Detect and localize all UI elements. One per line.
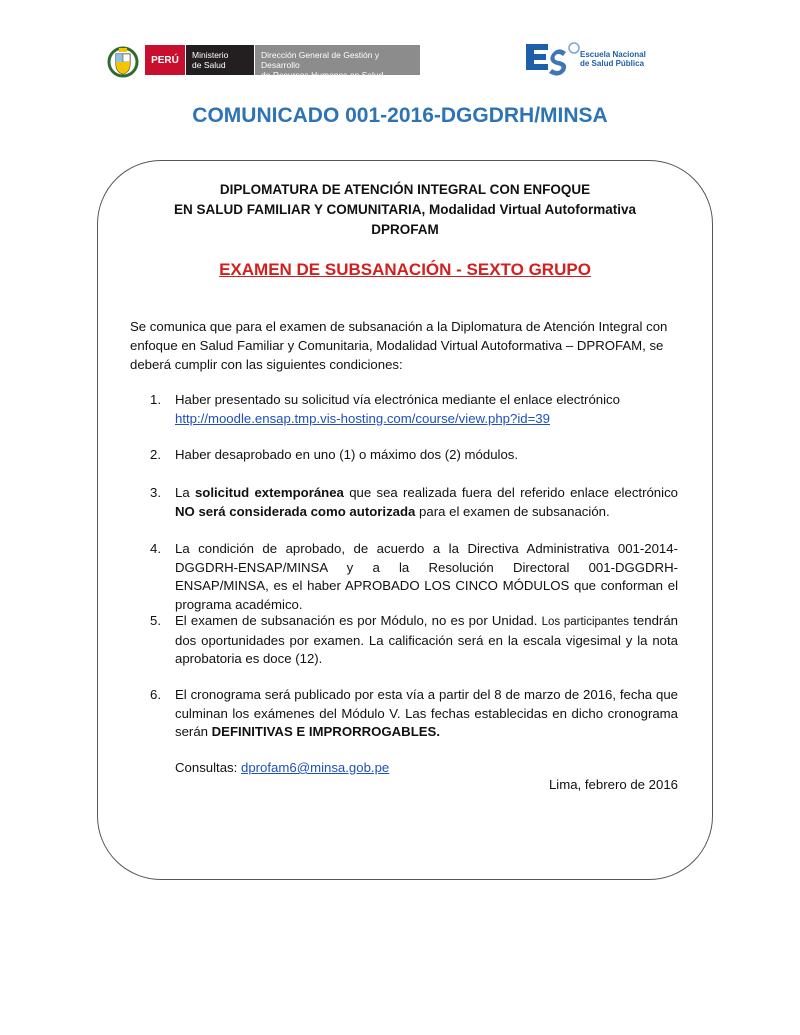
peru-label: PERÚ bbox=[145, 45, 185, 75]
item-text-post: para el examen de subsanación. bbox=[415, 503, 610, 519]
program-heading bbox=[130, 180, 680, 240]
condition-item-4 bbox=[150, 540, 678, 614]
directorate-line-2: de Recursos Humanos en Salud bbox=[261, 70, 384, 80]
item-text-post: tendrán dos oportunidades por examen. La calificación será en la escala vigesimal y la nota aprobatoria es doce (12). bbox=[175, 613, 678, 666]
item-text: La condición de aprobado, de acuerdo a la Directiva Administrativa 001-2014-DGGDRH-ENSAP/MINSA y a la Resolución Directoral 001-DGGDRH-ENSAP/MINSA, es el haber APROBADO LOS CINCO MÓDULOS que conforman el programa académico. bbox=[175, 541, 678, 612]
directorate-label bbox=[255, 45, 420, 80]
contact-email-link[interactable]: dprofam6@minsa.gob.pe bbox=[240, 760, 390, 775]
item-text: Haber presentado su solicitud vía electrónica mediante el enlace electrónico bbox=[175, 392, 620, 407]
item-number: 1. bbox=[150, 392, 161, 407]
ensap-line-1: Escuela Nacional bbox=[580, 50, 646, 59]
moodle-course-link[interactable]: http://moodle.ensap.tmp.vis-hosting.com/course/view.php?id=39 bbox=[175, 410, 550, 426]
condition-item-6 bbox=[150, 686, 678, 742]
item-text-mid: que sea realizada fuera del referido enlace electrónico bbox=[343, 485, 678, 500]
condition-item-2 bbox=[150, 446, 678, 465]
ensap-line-2: de Salud Pública bbox=[580, 59, 645, 68]
program-heading-line-2: EN SALUD FAMILIAR Y COMUNITARIA, Modalidad Virtual Autoformativa bbox=[173, 202, 637, 217]
program-heading-line-3: DPROFAM bbox=[371, 222, 439, 237]
program-heading-line-1: DIPLOMATURA DE ATENCIÓN INTEGRAL CON ENFOQUE bbox=[219, 182, 591, 197]
condition-item-5 bbox=[150, 612, 678, 669]
contact-label: Consultas: bbox=[175, 760, 241, 775]
intro-paragraph: Se comunica que para el examen de subsanación a la Diplomatura de Atención Integral con enfoque en Salud Familiar y Comunitaria, Modalidad Virtual Autoformativa – DPROFAM, se deberá cumplir con las siguientes condiciones: bbox=[130, 319, 668, 372]
ministry-line-2: de Salud bbox=[192, 60, 226, 70]
item-text-bold-1: solicitud extemporánea bbox=[194, 485, 344, 500]
item-number: 2. bbox=[150, 447, 161, 462]
letterhead bbox=[0, 0, 800, 100]
item-text-bold-2: NO será considerada como autorizada bbox=[175, 503, 416, 519]
ministry-line-1: Ministerio bbox=[192, 50, 229, 60]
item-number: 3. bbox=[150, 485, 161, 500]
ministry-label bbox=[186, 45, 254, 75]
item-text-pre: El cronograma será publicado por esta vía a partir del 8 de marzo de 2016, fecha que culminan los exámenes del Módulo V. Las fechas establecidas en dicho cronograma serán bbox=[175, 687, 678, 739]
contact-line bbox=[175, 760, 389, 775]
condition-item-1 bbox=[150, 391, 678, 428]
item-number: 5. bbox=[150, 613, 161, 628]
directorate-line-1: Dirección General de Gestión y Desarrollo bbox=[261, 50, 380, 70]
condition-item-3 bbox=[150, 484, 678, 521]
item-text-small: Los participantes bbox=[541, 616, 630, 628]
document-title: COMUNICADO 001-2016-DGGDRH/MINSA bbox=[192, 104, 608, 127]
peru-coat-of-arms-icon bbox=[104, 42, 142, 82]
item-text: Haber desaprobado en uno (1) o máximo dos (2) módulos. bbox=[175, 447, 519, 462]
item-text-bold: DEFINITIVAS E IMPRORROGABLES. bbox=[211, 724, 441, 739]
item-number: 4. bbox=[150, 541, 161, 556]
ensap-name bbox=[580, 50, 646, 68]
place-date: Lima, febrero de 2016 bbox=[548, 777, 678, 792]
exam-title: EXAMEN DE SUBSANACIÓN - SEXTO GRUPO bbox=[219, 260, 591, 279]
item-number: 6. bbox=[150, 687, 161, 702]
item-text-pre: La bbox=[175, 485, 195, 500]
item-text-pre: El examen de subsanación es por Módulo, no es por Unidad. bbox=[175, 613, 542, 628]
